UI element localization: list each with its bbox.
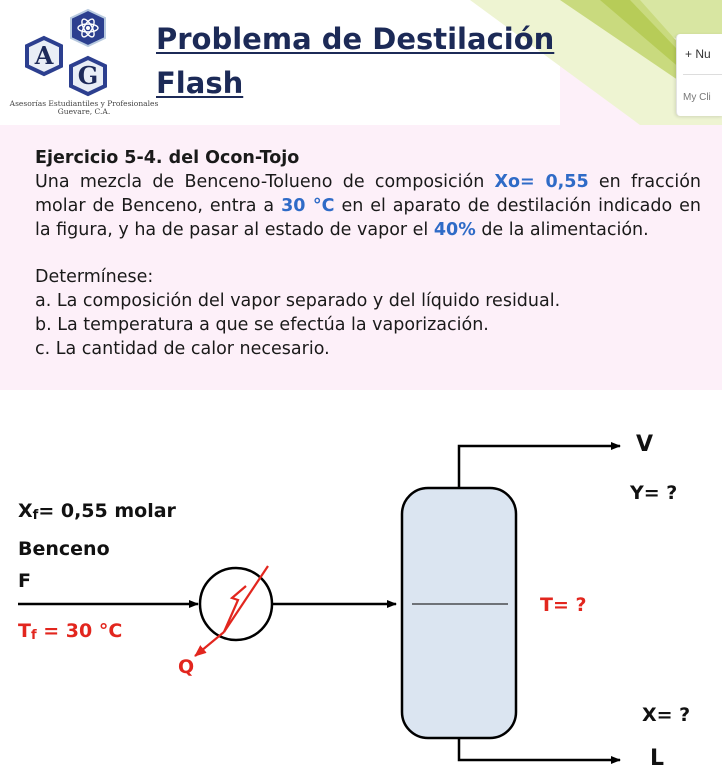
vapor-composition-label: Y= ? [630,482,678,504]
vapor-stream-label: V [636,432,654,457]
heat-label: Q [178,656,195,678]
flash-temperature-label: T= ? [540,594,587,616]
para-text-2: en fracción molar de Benceno, entra a [35,172,702,216]
logo-letter-a: A [34,41,54,70]
para-text-1: Una mezcla de Benceno-Tolueno de composición [35,172,495,192]
flash-drum [402,488,516,738]
liquid-stream-label: L [650,746,665,771]
vapor-fraction-highlight: 40% [433,220,476,240]
determine-label: Determínese: [35,267,154,287]
feed-composition-label: $X_f= 0,55$ molar [18,500,176,523]
vapor-outlet-arrow [459,446,620,488]
flash-diagram [0,388,722,773]
question-item-c: c. La cantidad de calor necesario. [35,339,330,359]
logo-caption [4,100,164,116]
exercise-title: Ejercicio 5-4. del Ocon-Tojo [35,148,300,168]
exercise-statement [35,146,701,361]
liquid-composition-label: X= ? [642,704,691,726]
logo-emblem [71,10,105,46]
side-divider [683,74,722,75]
feed-temperature-label: $T_f = 30$ °C [18,620,123,643]
new-button[interactable]: + Nu [685,47,711,61]
logo-hex-a [27,38,61,74]
liquid-outlet-arrow [459,738,620,760]
my-client-link[interactable]: My Cli [683,92,711,103]
benceno-label: Benceno [18,538,110,560]
logo-hex-g [71,58,105,94]
logo-letter-g: G [77,61,99,90]
company-logo [22,8,148,108]
question-item-b: b. La temperatura a que se efectúa la vaporización. [35,315,489,335]
side-panel [676,34,722,116]
question-item-a: a. La composición del vapor separado y del líquido residual. [35,291,561,311]
para-text-3: en el aparato de destilación indicado en la figura, y ha de pasar al estado de vapor el [35,196,701,240]
exercise-paragraph [35,170,701,242]
feed-composition-highlight: Xo= 0,55 [494,172,589,192]
logo-caption-line1: Asesorías Estudiantiles y Profesionales [9,99,159,108]
feed-label: F [18,570,31,592]
para-text-4: de la alimentación. [475,220,649,240]
logo-caption-line2: Guevare, C.A. [57,107,111,116]
feed-temperature-highlight: 30 °C [281,196,335,216]
page-title-line2: Flash [156,66,244,100]
page-title-line1: Problema de Destilación [156,22,555,56]
heat-arrow [195,632,224,656]
